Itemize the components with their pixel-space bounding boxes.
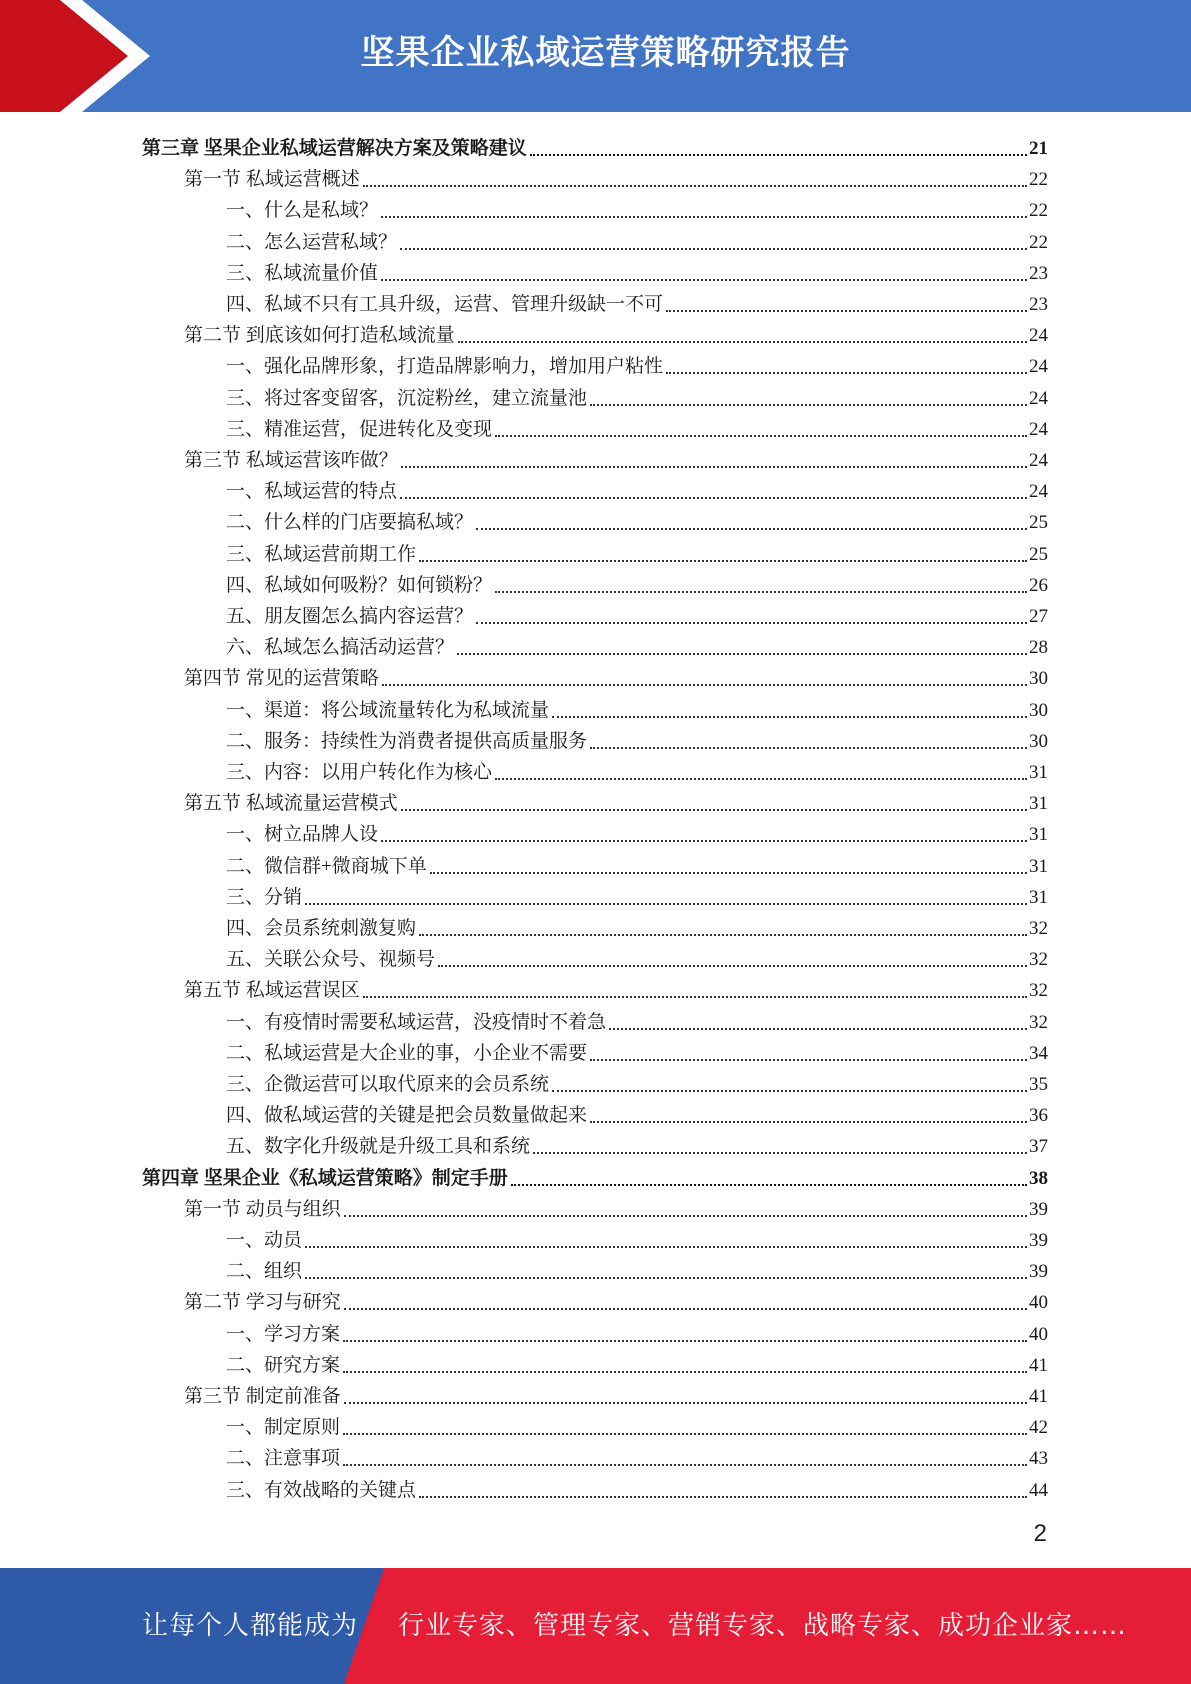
- toc-entry-label: 三、有效战略的关键点: [226, 1479, 417, 1501]
- toc-dot-leader: [343, 1464, 1027, 1466]
- toc-subsection-entry[interactable]: [226, 723, 1048, 754]
- toc-subsection-entry[interactable]: [226, 1097, 1048, 1128]
- toc-section-entry[interactable]: [184, 972, 1048, 1003]
- toc-dot-leader: [430, 872, 1027, 874]
- document-title: 坚果企业私域运营策略研究报告: [360, 33, 851, 73]
- toc-dot-leader: [590, 747, 1027, 749]
- footer-banner: [0, 1568, 1191, 1684]
- toc-entry-label: 四、私域如何吸粉？如何锁粉？: [226, 574, 493, 596]
- toc-dot-leader: [343, 1371, 1027, 1373]
- toc-entry-page: 24: [1029, 356, 1048, 378]
- toc-section-entry[interactable]: [184, 660, 1048, 691]
- toc-subsection-entry[interactable]: [226, 692, 1048, 723]
- toc-subsection-entry[interactable]: [226, 1066, 1048, 1097]
- toc-entry-page: 22: [1029, 231, 1048, 253]
- toc-entry-label: 第一节 动员与组织: [184, 1198, 341, 1220]
- toc-entry-label: 二、私域运营是大企业的事，小企业不需要: [226, 1042, 588, 1064]
- toc-entry-label: 三、将过客变留客，沉淀粉丝，建立流量池: [226, 387, 588, 409]
- toc-entry-page: 32: [1029, 949, 1048, 971]
- toc-subsection-entry[interactable]: [226, 286, 1048, 317]
- page-number: 2: [1033, 1520, 1047, 1547]
- toc-entry-label: 第一节 私域运营概述: [184, 169, 360, 191]
- toc-entry-label: 五、关联公众号、视频号: [226, 949, 436, 971]
- toc-subsection-entry[interactable]: [226, 816, 1048, 847]
- toc-dot-leader: [344, 1215, 1027, 1217]
- toc-dot-leader: [344, 1402, 1027, 1404]
- toc-subsection-entry[interactable]: [226, 473, 1048, 504]
- toc-entry-label: 五、朋友圈怎么搞内容运营？: [226, 606, 474, 627]
- toc-dot-leader: [666, 310, 1027, 312]
- toc-dot-leader: [344, 1308, 1027, 1310]
- toc-entry-label: 二、组织: [226, 1261, 303, 1283]
- toc-entry-page: 27: [1029, 606, 1048, 627]
- toc-entry-page: 40: [1029, 1292, 1048, 1314]
- toc-entry-page: 31: [1029, 793, 1048, 815]
- toc-entry-label: 三、私域运营前期工作: [226, 543, 417, 565]
- toc-dot-leader: [609, 1028, 1027, 1030]
- toc-subsection-entry[interactable]: [226, 1472, 1048, 1503]
- toc-dot-leader: [511, 1184, 1027, 1186]
- toc-subsection-entry[interactable]: [226, 1128, 1048, 1159]
- toc-subsection-entry[interactable]: [226, 255, 1048, 286]
- toc-dot-leader: [552, 1090, 1027, 1092]
- toc-entry-page: 36: [1029, 1105, 1048, 1127]
- toc-entry-page: 21: [1029, 138, 1048, 159]
- toc-entry-page: 41: [1029, 1354, 1048, 1376]
- toc-entry-label: 二、服务：持续性为消费者提供高质量服务: [226, 730, 588, 752]
- toc-entry-label: 二、研究方案: [226, 1354, 341, 1376]
- toc-entry-label: 四、会员系统刺激复购: [226, 918, 417, 939]
- toc-entry-label: 三、私域流量价值: [226, 262, 379, 284]
- toc-entry-page: 25: [1029, 512, 1048, 534]
- toc-entry-page: 41: [1029, 1386, 1048, 1407]
- toc-entry-page: 39: [1029, 1198, 1048, 1220]
- toc-entry-page: 23: [1029, 262, 1048, 284]
- footer-slogan-right: 行业专家、管理专家、营销专家、战略专家、成功企业家……: [398, 1611, 1128, 1641]
- toc-dot-leader: [419, 1496, 1027, 1498]
- toc-entry-label: 二、注意事项: [226, 1448, 341, 1470]
- toc-entry-page: 39: [1029, 1230, 1048, 1251]
- toc-subsection-entry[interactable]: [226, 348, 1048, 379]
- toc-entry-page: 22: [1029, 200, 1048, 222]
- toc-entry-label: 五、数字化升级就是升级工具和系统: [226, 1136, 531, 1158]
- toc-section-entry[interactable]: [184, 785, 1048, 816]
- toc-entry-page: 30: [1029, 668, 1048, 690]
- toc-entry-label: 一、私域运营的特点: [226, 481, 398, 503]
- toc-subsection-entry[interactable]: [226, 536, 1048, 567]
- toc-entry-page: 37: [1029, 1136, 1048, 1158]
- toc-entry-page: 40: [1029, 1323, 1048, 1345]
- toc-dot-leader: [401, 466, 1027, 468]
- toc-dot-leader: [305, 1277, 1027, 1279]
- toc-section-entry[interactable]: [184, 317, 1048, 348]
- toc-dot-leader: [363, 185, 1027, 187]
- toc-entry-page: 24: [1029, 450, 1048, 471]
- toc-entry-page: 30: [1029, 699, 1048, 721]
- toc-subsection-entry[interactable]: [226, 567, 1048, 598]
- toc-subsection-entry[interactable]: [226, 1409, 1048, 1440]
- toc-entry-label: 三、企微运营可以取代原来的会员系统: [226, 1074, 550, 1095]
- toc-subsection-entry[interactable]: [226, 1035, 1048, 1066]
- toc-subsection-entry[interactable]: [226, 224, 1048, 255]
- toc-entry-label: 一、有疫情时需要私域运营，没疫情时不着急: [226, 1011, 607, 1033]
- toc-subsection-entry[interactable]: [226, 941, 1048, 972]
- toc-subsection-entry[interactable]: [226, 1253, 1048, 1284]
- toc-entry-label: 第三节 制定前准备: [184, 1386, 341, 1407]
- toc-entry-page: 42: [1029, 1417, 1048, 1439]
- toc-subsection-entry[interactable]: [226, 1347, 1048, 1378]
- toc-entry-label: 第二节 到底该如何打造私域流量: [184, 325, 455, 347]
- toc-dot-leader: [305, 903, 1027, 905]
- toc-dot-leader: [495, 778, 1027, 780]
- toc-dot-leader: [457, 653, 1027, 655]
- toc-dot-leader: [343, 1340, 1027, 1342]
- toc-entry-label: 第四节 常见的运营策略: [184, 668, 379, 690]
- toc-entry-label: 四、做私域运营的关键是把会员数量做起来: [226, 1105, 588, 1127]
- toc-entry-page: 22: [1029, 169, 1048, 191]
- toc-section-entry[interactable]: [184, 1191, 1048, 1222]
- toc-entry-page: 31: [1029, 824, 1048, 846]
- footer-slogan-left: 让每个人都能成为: [142, 1611, 359, 1641]
- toc-dot-leader: [590, 1059, 1027, 1061]
- toc-entry-page: 39: [1029, 1261, 1048, 1283]
- toc-entry-page: 32: [1029, 980, 1048, 1002]
- toc-dot-leader: [381, 840, 1027, 842]
- toc-entry-label: 一、树立品牌人设: [226, 824, 379, 846]
- toc-dot-leader: [476, 622, 1027, 624]
- toc-entry-label: 第五节 私域流量运营模式: [184, 793, 398, 815]
- toc-dot-leader: [382, 684, 1027, 686]
- toc-subsection-entry[interactable]: [226, 879, 1048, 910]
- toc-dot-leader: [363, 996, 1027, 998]
- header-banner: [0, 0, 1191, 112]
- toc-subsection-entry[interactable]: [226, 411, 1048, 442]
- toc-entry-label: 三、内容：以用户转化作为核心: [226, 762, 493, 783]
- toc-dot-leader: [381, 279, 1027, 281]
- toc-entry-label: 一、制定原则: [226, 1417, 341, 1439]
- toc-entry-label: 第五节 私域运营误区: [184, 980, 360, 1002]
- toc-subsection-entry[interactable]: [226, 504, 1048, 535]
- toc-dot-leader: [666, 372, 1027, 374]
- toc-dot-leader: [381, 216, 1027, 218]
- toc-entry-label: 三、精准运营，促进转化及变现: [226, 418, 493, 440]
- toc-entry-page: 24: [1029, 418, 1048, 440]
- toc-entry-page: 23: [1029, 294, 1048, 315]
- toc-entry-page: 28: [1029, 637, 1048, 659]
- toc-chapter-entry[interactable]: [142, 1160, 1048, 1191]
- toc-entry-label: 第三节 私域运营该咋做？: [184, 450, 398, 471]
- toc-subsection-entry[interactable]: [226, 848, 1048, 879]
- toc-entry-page: 31: [1029, 855, 1048, 877]
- toc-chapter-entry[interactable]: [142, 130, 1048, 161]
- toc-dot-leader: [530, 154, 1027, 156]
- toc-entry-page: 24: [1029, 387, 1048, 409]
- toc-entry-page: 44: [1029, 1479, 1048, 1501]
- toc-subsection-entry[interactable]: [226, 598, 1048, 629]
- toc-entry-label: 二、什么样的门店要搞私域？: [226, 512, 474, 534]
- toc-entry-page: 24: [1029, 481, 1048, 503]
- toc-subsection-entry[interactable]: [226, 192, 1048, 223]
- toc-entry-page: 34: [1029, 1042, 1048, 1064]
- toc-entry-page: 31: [1029, 886, 1048, 908]
- toc-entry-label: 三、分销: [226, 886, 303, 908]
- toc-entry-page: 26: [1029, 574, 1048, 596]
- toc-dot-leader: [590, 404, 1027, 406]
- toc-dot-leader: [495, 591, 1027, 593]
- toc-entry-label: 一、渠道：将公域流量转化为私域流量: [226, 699, 550, 721]
- toc-subsection-entry[interactable]: [226, 910, 1048, 941]
- toc-entry-label: 一、学习方案: [226, 1323, 341, 1345]
- toc-dot-leader: [419, 934, 1027, 936]
- toc-subsection-entry[interactable]: [226, 754, 1048, 785]
- toc-dot-leader: [400, 248, 1027, 250]
- toc-dot-leader: [305, 1246, 1027, 1248]
- toc-dot-leader: [400, 497, 1027, 499]
- toc-section-entry[interactable]: [184, 1284, 1048, 1315]
- toc-subsection-entry[interactable]: [226, 380, 1048, 411]
- toc-entry-page: 35: [1029, 1074, 1048, 1095]
- toc-entry-page: 43: [1029, 1448, 1048, 1470]
- toc-dot-leader: [552, 716, 1027, 718]
- toc-dot-leader: [419, 560, 1027, 562]
- toc-section-entry[interactable]: [184, 1378, 1048, 1409]
- toc-entry-page: 24: [1029, 325, 1048, 347]
- toc-dot-leader: [438, 965, 1027, 967]
- toc-dot-leader: [590, 1121, 1027, 1123]
- toc-entry-label: 六、私域怎么搞活动运营？: [226, 637, 455, 659]
- toc-entry-page: 30: [1029, 730, 1048, 752]
- toc-entry-label: 第三章 坚果企业私域运营解决方案及策略建议: [142, 138, 527, 159]
- toc-dot-leader: [343, 1433, 1027, 1435]
- toc-entry-label: 第四章 坚果企业《私域运营策略》制定手册: [142, 1167, 508, 1189]
- toc-entry-label: 二、怎么运营私域？: [226, 231, 398, 253]
- toc-entry-page: 31: [1029, 762, 1048, 783]
- toc-section-entry[interactable]: [184, 161, 1048, 192]
- toc-dot-leader: [476, 528, 1027, 530]
- toc-entry-label: 第二节 学习与研究: [184, 1292, 341, 1314]
- toc-subsection-entry[interactable]: [226, 1004, 1048, 1035]
- toc-entry-label: 一、强化品牌形象，打造品牌影响力，增加用户粘性: [226, 356, 664, 378]
- toc-dot-leader: [533, 1152, 1027, 1154]
- toc-subsection-entry[interactable]: [226, 1222, 1048, 1253]
- toc-entry-label: 一、什么是私域？: [226, 200, 379, 222]
- toc-entry-page: 38: [1029, 1167, 1048, 1189]
- toc-dot-leader: [401, 809, 1027, 811]
- toc-entry-page: 32: [1029, 918, 1048, 939]
- toc-entry-page: 32: [1029, 1011, 1048, 1033]
- toc-entry-page: 25: [1029, 543, 1048, 565]
- toc-dot-leader: [495, 435, 1027, 437]
- toc-entry-label: 一、动员: [226, 1230, 303, 1251]
- toc-entry-label: 四、私域不只有工具升级，运营、管理升级缺一不可: [226, 294, 664, 315]
- toc-dot-leader: [458, 341, 1027, 343]
- toc-subsection-entry[interactable]: [226, 629, 1048, 660]
- toc-subsection-entry[interactable]: [226, 1440, 1048, 1471]
- toc-entry-label: 二、微信群+微商城下单: [226, 855, 427, 877]
- toc-section-entry[interactable]: [184, 442, 1048, 473]
- toc-subsection-entry[interactable]: [226, 1316, 1048, 1347]
